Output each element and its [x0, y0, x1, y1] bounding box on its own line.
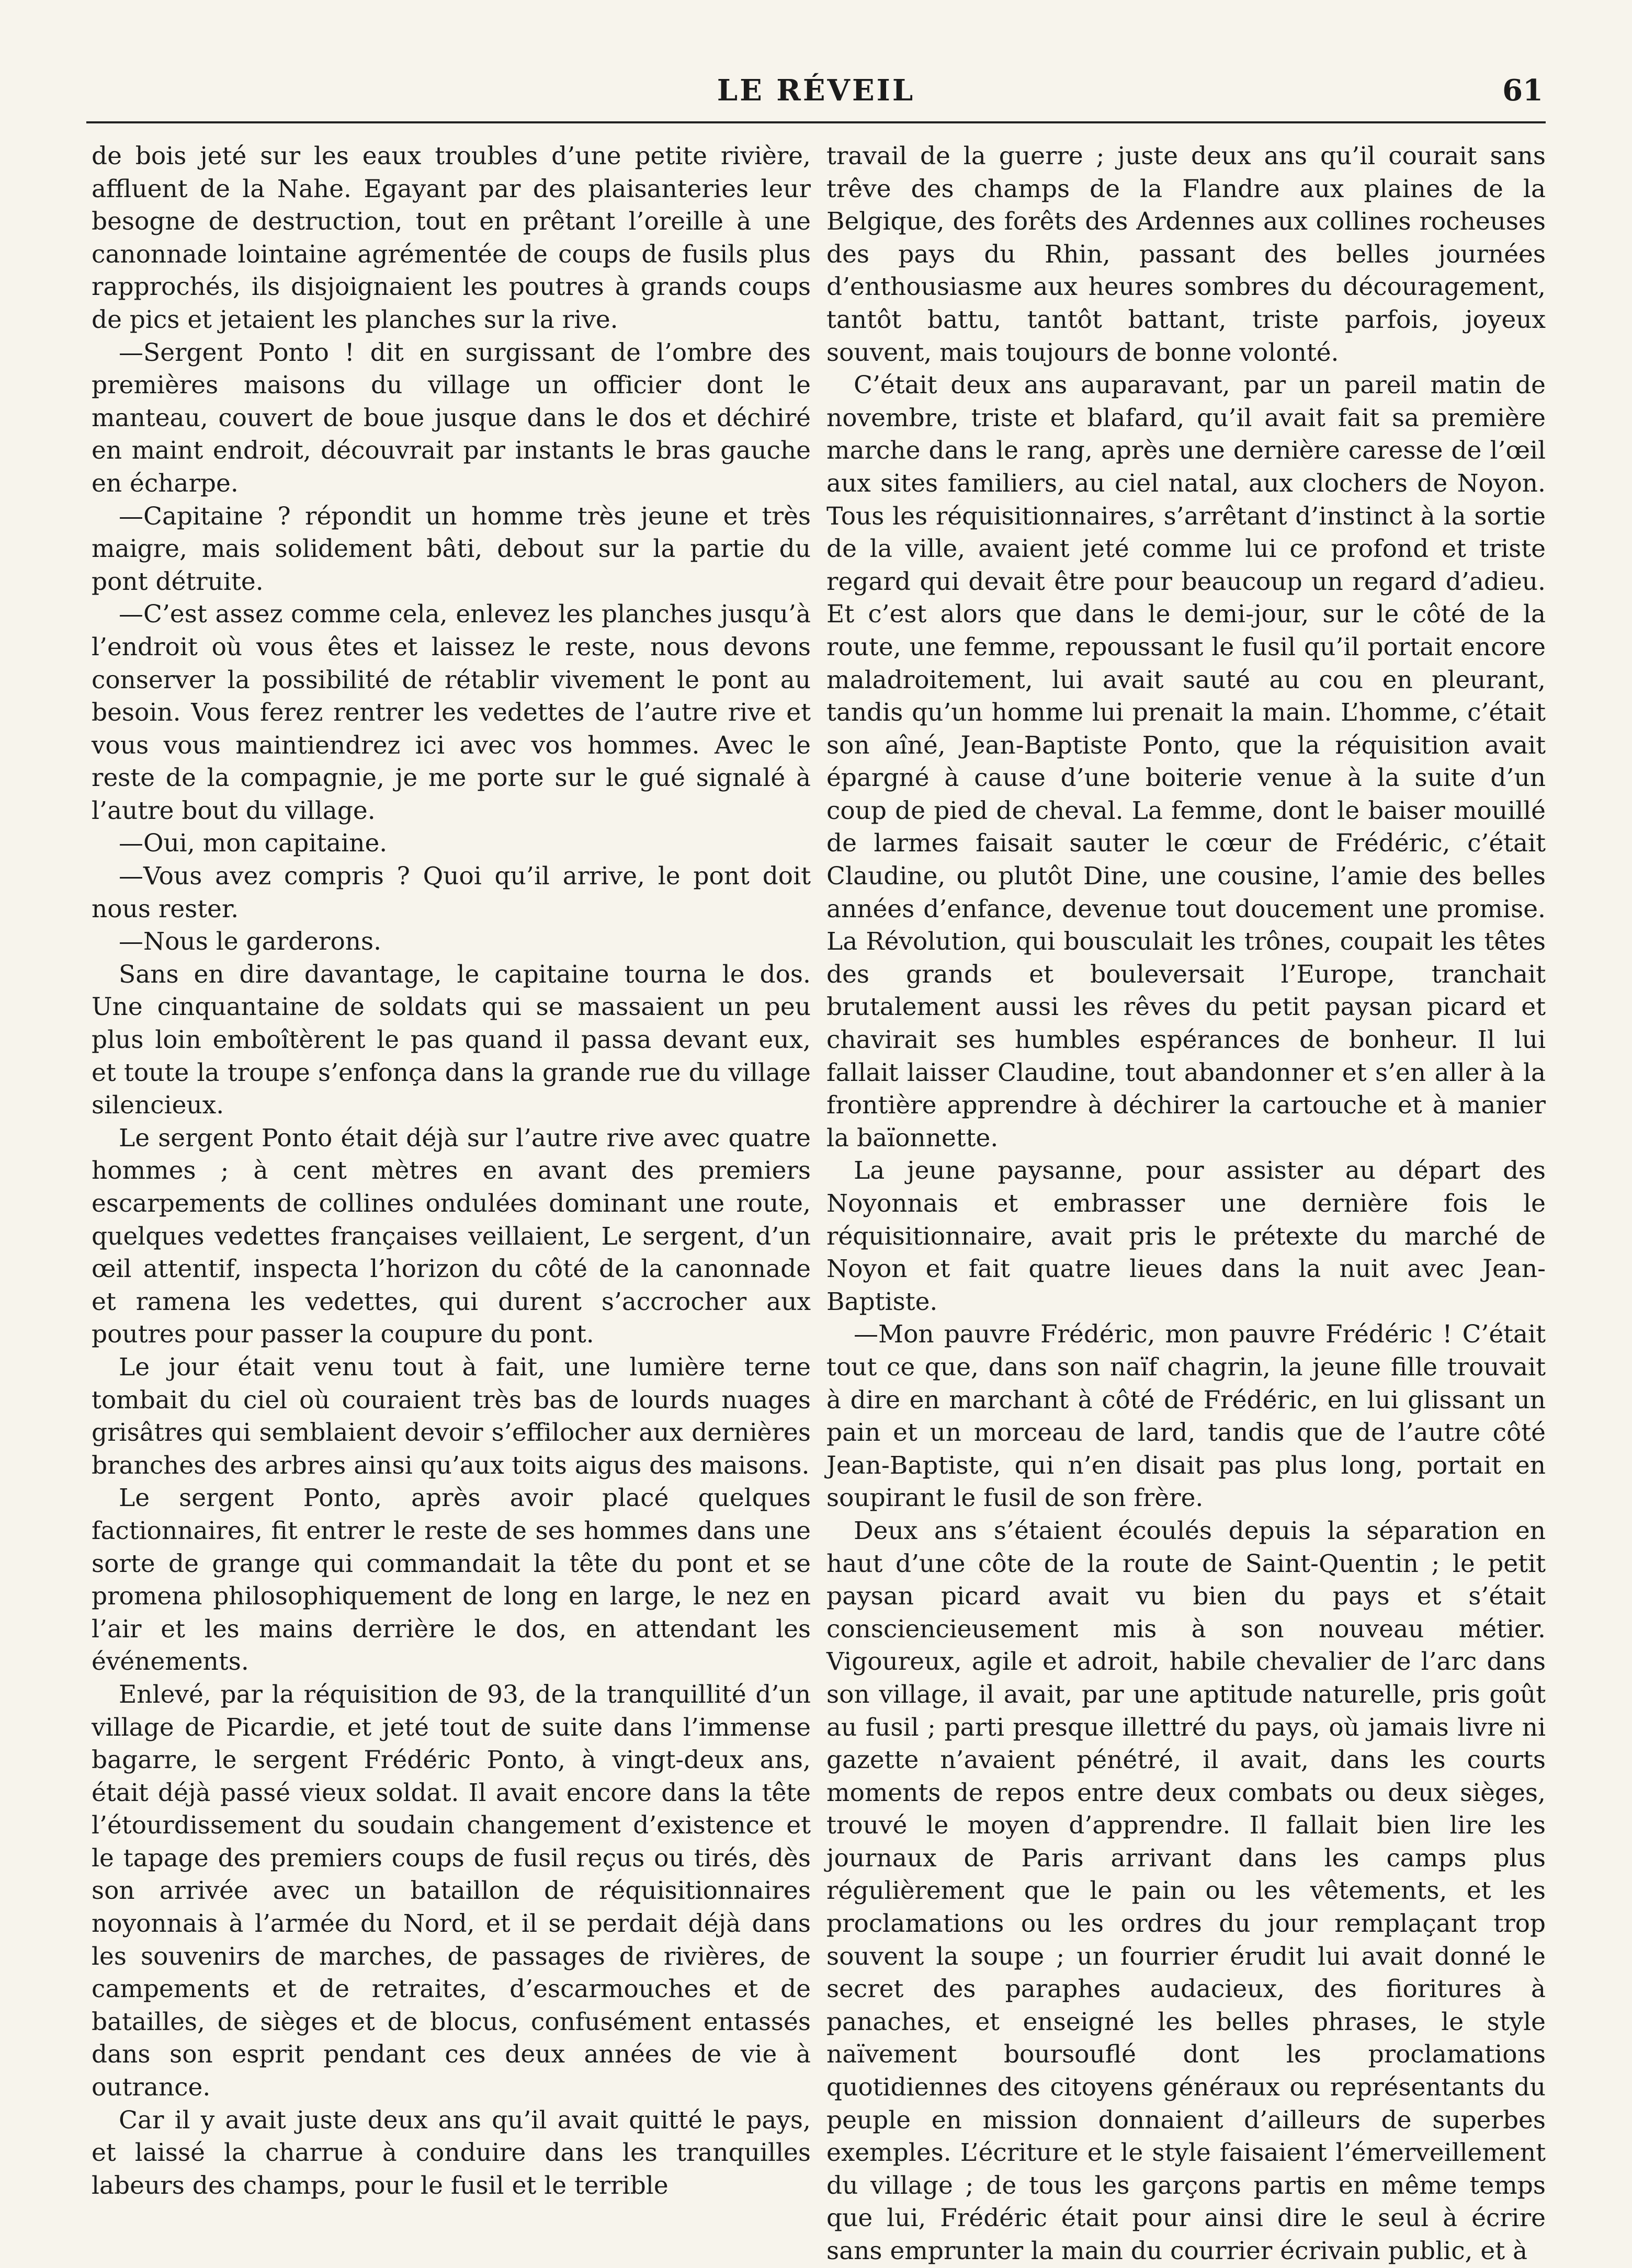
paragraph: Deux ans s’étaient écoulés depuis la séparation en haut d’une côte de la route de Saint-Quentin ; le petit paysan picard avait vu bien du pays et s’était consciencieusement mis à son nouveau métier. Vigoureux, agile et adroit, habile chevalier de l’arc dans son village, il avait, par une aptitude naturelle, pris goût au fusil ; parti presque illettré du pays, où jamais livre ni gazette n’avaient pénétré, il avait, dans les courts moments de repos entre deux combats ou deux sièges, trouvé le moyen d’apprendre. Il fallait bien lire les journaux de Paris arrivant dans les camps plus régulièrement que le pain ou les vêtements, et les proclamations ou les ordres du jour remplaçant trop souvent la soupe ; un fourrier érudit lui avait donné le secret des paraphes audacieux, des fioritures à panaches, et enseigné les belles phrases, le style naïvement boursouflé dont les proclamations quotidiennes des citoyens généraux ou représentants du peuple en mission donnaient d’ailleurs de superbes exemples. L’écriture et le style faisaient l’émerveillement du village ; de tous les garçons partis en même temps que lui, Frédéric était pour ainsi dire le seul à écrire sans emprunter la main du courrier écrivain public, et à [826, 1516, 1546, 2265]
right-column [826, 140, 1546, 2268]
paragraph: La jeune paysanne, pour assister au départ des Noyonnais et embrasser une dernière fois le réquisitionnaire, avait pris le prétexte du marché de Noyon et fait quatre lieues dans la nuit avec Jean-Baptiste. [826, 1156, 1546, 1316]
paragraph: Enlevé, par la réquisition de 93, de la tranquillité d’un village de Picardie, et jeté tout de suite dans l’immense bagarre, le sergent Frédéric Ponto, à vingt-deux ans, était déjà passé vieux soldat. Il avait encore dans la tête l’étourdissement du soudain changement d’existence et le tapage des premiers coups de fusil reçus ou tirés, dès son arrivée avec un bataillon de réquisitionnaires noyonnais à l’armée du Nord, et il se perdait déjà dans les souvenirs de marches, de passages de rivières, de campements et de retraites, d’escarmouches et de batailles, de sièges et de blocus, confusément entassés dans son esprit pendant ces deux années de vie à outrance. [92, 1680, 811, 2102]
page-number: 61 [1502, 73, 1543, 108]
page-header [89, 73, 1543, 110]
header-rule [86, 121, 1546, 123]
paragraph: —Sergent Ponto ! dit en surgissant de l’ombre des premières maisons du village un officier dont le manteau, couvert de boue jusque dans le dos et déchiré en maint endroit, découvrait par instants le bras gauche en écharpe. [92, 338, 811, 498]
left-column [92, 140, 811, 2202]
paragraph: Car il y avait juste deux ans qu’il avait quitté le pays, et laissé la charrue à conduire dans les tranquilles labeurs des champs, pour le fusil et le terrible [92, 2105, 811, 2200]
paragraph: Le jour était venu tout à fait, une lumière terne tombait du ciel où couraient très bas de lourds nuages grisâtres qui semblaient devoir s’effilocher aux dernières branches des arbres ainsi qu’aux toits aigus des maisons. [92, 1352, 811, 1480]
paragraph: —Capitaine ? répondit un homme très jeune et très maigre, mais solidement bâti, debout sur la partie du pont détruite. [92, 502, 811, 596]
paragraph: Le sergent Ponto, après avoir placé quelques factionnaires, fit entrer le reste de ses hommes dans une sorte de grange qui commandait la tête du pont et se promena philosophiquement de long en large, le nez en l’air et les mains derrière le dos, en attendant les événements. [92, 1484, 811, 1677]
paragraph: —Nous le garderons. [119, 927, 382, 956]
paragraph: Sans en dire davantage, le capitaine tourna le dos. Une cinquantaine de soldats qui se massaient un peu plus loin emboîtèrent le pas quand il passa devant eux, et toute la troupe s’enfonça dans la grande rue du village silencieux. [92, 960, 811, 1120]
paragraph: —C’est assez comme cela, enlevez les planches jusqu’à l’endroit où vous êtes et laissez le reste, nous devons conserver la possibilité de rétablir vivement le pont au besoin. Vous ferez rentrer les vedettes de l’autre rive et vous vous maintiendrez ici avec vos hommes. Avec le reste de la compagnie, je me porte sur le gué signalé à l’autre bout du village. [92, 600, 811, 825]
journal-title: LE RÉVEIL [717, 73, 915, 108]
paragraph: —Mon pauvre Frédéric, mon pauvre Frédéric ! C’était tout ce que, dans son naïf chagrin, la jeune fille trouvait à dire en marchant à côté de Frédéric, en lui glissant un pain et un morceau de lard, tandis que de l’autre côté Jean-Baptiste, qui n’en disait pas plus long, portait en soupirant le fusil de son frère. [826, 1320, 1546, 1513]
paragraph: C’était deux ans auparavant, par un pareil matin de novembre, triste et blafard, qu’il avait fait sa première marche dans le rang, après une dernière caresse de l’œil aux sites familiers, au ciel natal, aux clochers de Noyon. Tous les réquisitionnaires, s’arrêtant d’instinct à la sortie de la ville, avaient jeté comme lui ce profond et triste regard qui devait être pour beaucoup un regard d’adieu. Et c’est alors que dans le demi-jour, sur le côté de la route, une femme, repoussant le fusil qu’il portait encore maladroitement, lui avait sauté au cou en pleurant, tandis qu’un homme lui prenait la main. L’homme, c’était son aîné, Jean-Baptiste Ponto, que la réquisition avait épargné à cause d’une boiterie venue à la suite d’un coup de pied de cheval. La femme, dont le baiser mouillé de larmes faisait sauter le cœur de Frédéric, c’était Claudine, ou plutôt Dine, une cousine, l’amie des belles années d’enfance, devenue tout doucement une promise. La Révolution, qui bousculait les trônes, coupait les têtes des grands et bouleversait l’Europe, tranchait brutalement aussi les rêves du petit paysan picard et chavirait ses humbles espérances de bonheur. Il lui fallait laisser Claudine, tout abandonner et s’en aller à la frontière apprendre à déchirer la cartouche et à manier la baïonnette. [826, 371, 1546, 1153]
paragraph: travail de la guerre ; juste deux ans qu’il courait sans trêve des champs de la Flandre aux plaines de la Belgique, des forêts des Ardennes aux collines rocheuses des pays du Rhin, passant des belles journées d’enthousiasme aux heures sombres du découragement, tantôt battu, tantôt battant, triste parfois, joyeux souvent, mais toujours de bonne volonté. [826, 142, 1546, 367]
paragraph: —Oui, mon capitaine. [119, 829, 388, 858]
paragraph: de bois jeté sur les eaux troubles d’une petite rivière, affluent de la Nahe. Egayant par des plaisanteries leur besogne de destruction, tout en prêtant l’oreille à une canonnade lointaine agrémentée de coups de fusils plus rapprochés, ils disjoignaient les poutres à grands coups de pics et jetaient les planches sur la rive. [92, 142, 811, 334]
paragraph: Le sergent Ponto était déjà sur l’autre rive avec quatre hommes ; à cent mètres en avant des premiers escarpements de collines ondulées dominant une route, quelques vedettes françaises veillaient, Le sergent, d’un œil attentif, inspecta l’horizon du côté de la canonnade et ramena les vedettes, qui durent s’accrocher aux poutres pour passer la coupure du pont. [92, 1123, 811, 1349]
paragraph: —Vous avez compris ? Quoi qu’il arrive, le pont doit nous rester. [92, 862, 811, 924]
